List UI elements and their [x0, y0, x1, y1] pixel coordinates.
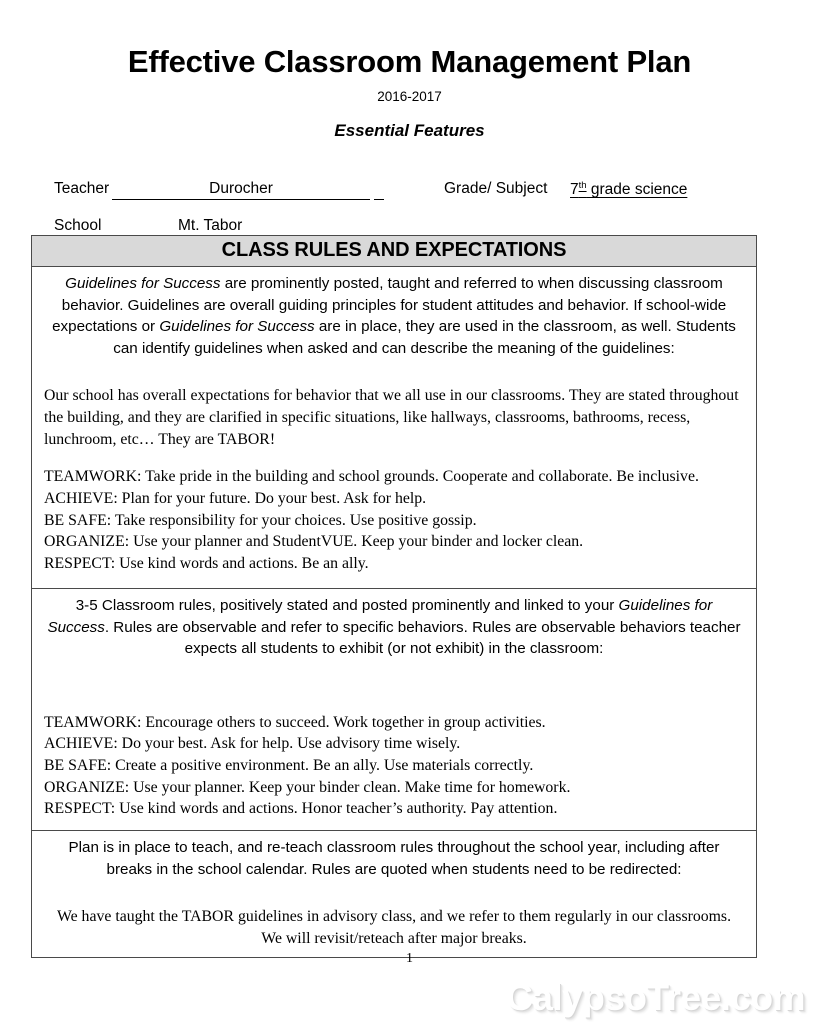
spacer	[44, 880, 744, 906]
teacher-value: Durocher	[112, 180, 370, 200]
guidelines-intro-text-1: are prominently posted, taught and referred to when discussing classroom behavior. Guidelines are overall guiding principles for student attitudes and behavior. If school-wide expectations or	[52, 275, 727, 336]
list-item: RESPECT: Use kind words and actions. Be an ally.	[44, 554, 369, 572]
guidelines-intro-paragraph	[44, 273, 744, 359]
teacher-line-tail	[374, 180, 384, 200]
spacer	[44, 359, 744, 385]
school-line-tail	[374, 217, 384, 237]
guidelines-intro-italic-1: Guidelines for Success	[65, 275, 221, 292]
teaching-plan-intro-paragraph: Plan is in place to teach, and re-teach classroom rules throughout the school year, including after breaks in the school calendar. Rules are quoted when students need to be redirected:	[68, 839, 720, 878]
teacher-label: Teacher	[54, 180, 110, 197]
list-item: BE SAFE: Create a positive environment. Be an ally. Use materials correctly.	[44, 757, 534, 775]
grade-subject-value	[570, 180, 687, 199]
spacer	[44, 660, 744, 712]
tabor-explanation-paragraph: Our school has overall expectations for behavior that we all use in our classrooms. They are stated throughout the building, and they are clarified in specific situations, like hallways, classrooms, bathrooms, recess, lunchroom, etc… They are TABOR!	[44, 387, 739, 448]
classroom-rules-intro-text-2: . Rules are observable and refer to specific behaviors. Rules are observable behaviors teacher expects all students to exhibit (or not exhibit) in the classroom:	[104, 618, 741, 658]
list-item: BE SAFE: Take responsibility for your choices. Use positive gossip.	[44, 511, 477, 529]
grade-number: 7	[570, 181, 579, 199]
teaching-plan-body-line-2: We will revisit/reteach after major breaks.	[261, 929, 527, 947]
list-item: ORGANIZE: Use your planner. Keep your binder clean. Make time for homework.	[44, 778, 571, 796]
grade-subject-label: Grade/ Subject	[444, 180, 548, 197]
spacer	[44, 450, 744, 466]
section-header: CLASS RULES AND EXPECTATIONS	[32, 236, 756, 267]
school-label: School	[54, 217, 102, 234]
watermark: CalypsoTree.com	[506, 977, 805, 1018]
guidelines-intro-text-2: are in place, they are used in the classroom, as well. Students can identify guidelines when asked and can describe the meaning of the guidelines:	[113, 318, 736, 357]
class-rules-block	[31, 235, 757, 635]
classroom-rules-intro-italic: Guidelines for Success	[47, 597, 713, 636]
grade-subject-text: grade science	[586, 181, 688, 199]
list-item: RESPECT: Use kind words and actions. Honor teacher’s authority. Pay attention.	[44, 800, 558, 818]
classroom-rules-intro-paragraph	[44, 595, 744, 660]
page-number: 1	[406, 951, 413, 966]
list-item: ORGANIZE: Use your planner and StudentVUE. Keep your binder and locker clean.	[44, 533, 584, 551]
school-value: Mt. Tabor	[178, 217, 243, 234]
tabor-guidelines-list	[44, 466, 744, 574]
teaching-plan-block	[31, 830, 757, 958]
list-item: TEAMWORK: Take pride in the building and school grounds. Cooperate and collaborate. Be inclusive.	[44, 468, 699, 486]
teaching-plan-body-line-1: We have taught the TABOR guidelines in advisory class, and we refer to them regularly in our classrooms.	[56, 908, 732, 926]
page-subtitle: Essential Features	[334, 121, 485, 140]
school-year: 2016-2017	[377, 89, 442, 104]
list-item: ACHIEVE: Do your best. Ask for help. Use advisory time wisely.	[44, 735, 461, 753]
list-item: ACHIEVE: Plan for your future. Do your best. Ask for help.	[44, 489, 427, 507]
classroom-rules-list	[44, 712, 744, 820]
grade-ordinal-suffix: th	[578, 180, 587, 191]
teaching-plan-cell	[32, 831, 756, 957]
class-rules-cell	[32, 267, 756, 634]
page-title: Effective Classroom Management Plan	[127, 44, 692, 79]
list-item: TEAMWORK: Encourage others to succeed. Work together in group activities.	[44, 713, 546, 731]
classroom-rules-intro-text-1: 3-5 Classroom rules, positively stated and posted prominently and linked to your	[75, 597, 619, 614]
guidelines-intro-italic-2: Guidelines for Success	[159, 318, 315, 336]
